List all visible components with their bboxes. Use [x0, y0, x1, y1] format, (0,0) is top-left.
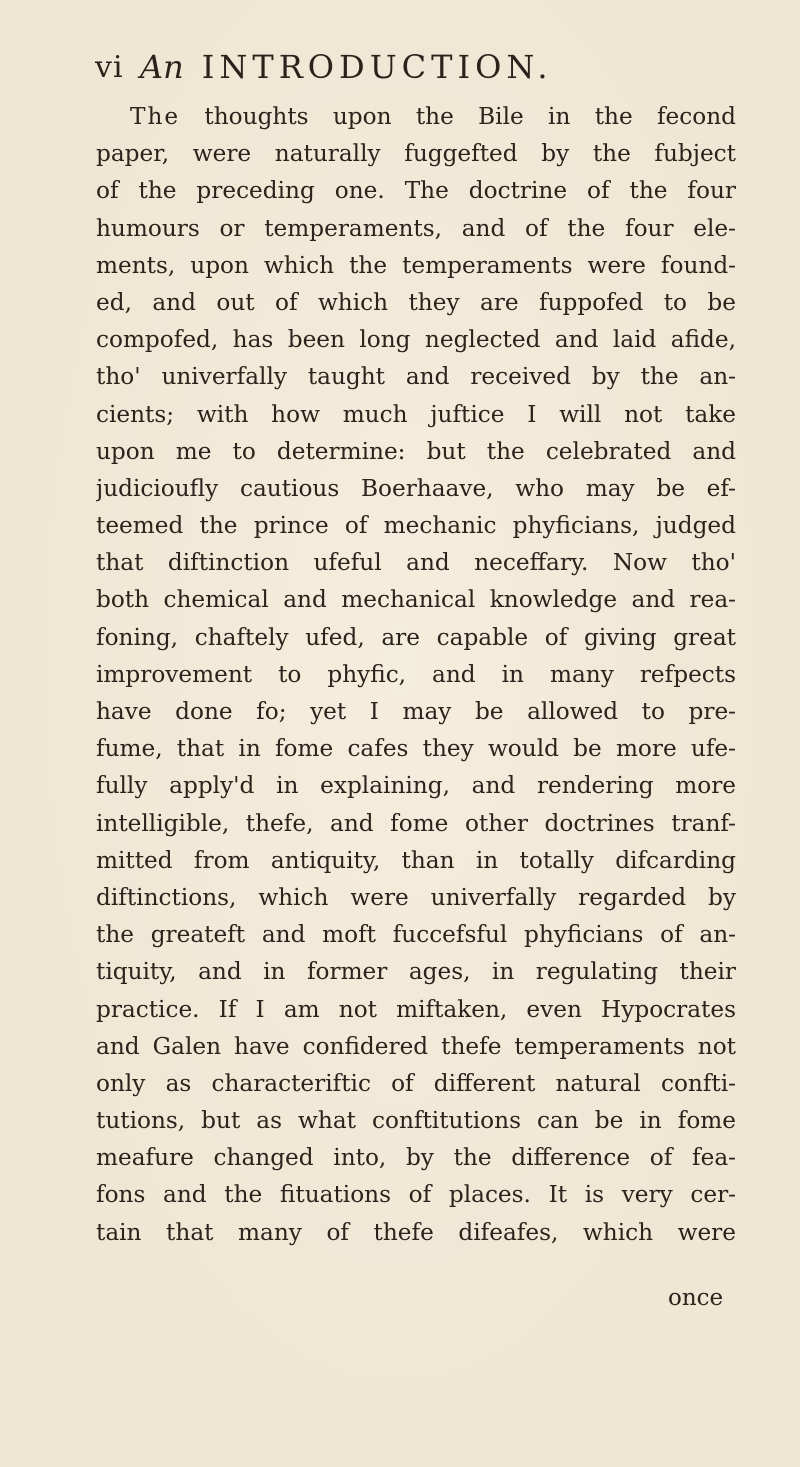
text-line: paper, were naturally fuggefted by the fubject — [96, 140, 736, 168]
text-line: diftinctions, which were univerfally regarded by — [96, 883, 736, 911]
text-line: of the preceding one. The doctrine of the four — [96, 177, 736, 205]
body-paragraph — [96, 98, 736, 1251]
text-line: practice. If I am not miftaken, even Hypocrates — [96, 995, 736, 1023]
text-line: have done fo; yet I may be allowed to pre- — [96, 698, 736, 725]
text-line: ed, and out of which they are fuppofed to be — [96, 288, 736, 316]
text-line: meafure changed into, by the difference of fea- — [96, 1144, 736, 1172]
text-line: judicioufly cautious Boerhaave, who may be ef- — [96, 474, 736, 502]
text-line: tiquity, and in former ages, in regulating their — [96, 958, 736, 986]
text-line: upon me to determine: but the celebrated and — [96, 437, 736, 465]
text-line: mitted from antiquity, than in totally difcarding — [96, 846, 736, 874]
text-line: that diftinction ufeful and neceffary. Now tho' — [96, 549, 736, 577]
text-line: cients; with how much juftice I will not take — [96, 400, 736, 428]
text-line: both chemical and mechanical knowledge and rea- — [96, 586, 736, 614]
first-word: The — [130, 103, 181, 130]
page-header — [95, 44, 735, 94]
text-line: fume, that in fome cafes they would be more ufe- — [96, 735, 736, 763]
text-line: ments, upon which the temperaments were found- — [96, 251, 736, 279]
page-number: vi — [95, 50, 124, 85]
text-line: fully apply'd in explaining, and rendering more — [96, 772, 736, 800]
text-line: only as characteriftic of different natural confti- — [96, 1069, 736, 1097]
text-line: compofed, has been long neglected and laid afide, — [96, 326, 736, 354]
running-head-an: An — [140, 48, 184, 86]
text-line: tain that many of thefe difeafes, which were — [96, 1218, 736, 1246]
running-head — [140, 48, 552, 86]
text-line: improvement to phyfic, and in many refpects — [96, 660, 736, 688]
text-line: foning, chaftely ufed, are capable of giving great — [96, 623, 736, 651]
text-line: the greateft and moft fuccefsful phyficians of an- — [96, 921, 736, 949]
text-line: teemed the prince of mechanic phyficians, judged — [96, 512, 736, 540]
catchword: once — [668, 1285, 724, 1311]
text-line: humours or temperaments, and of the four ele- — [96, 214, 736, 242]
text-line: and Galen have confidered thefe temperaments not — [96, 1032, 736, 1060]
text-line: tutions, but as what conftitutions can be in fome — [96, 1107, 736, 1135]
text-line: tho' univerfally taught and received by the an- — [96, 363, 736, 391]
running-head-title: INTRODUCTION. — [201, 48, 553, 86]
text-line: intelligible, thefe, and fome other doctrines tranf- — [96, 809, 736, 837]
text-line: The thoughts upon the Bile in the fecond — [130, 103, 736, 130]
text-line: fons and the fituations of places. It is very cer- — [96, 1181, 736, 1209]
